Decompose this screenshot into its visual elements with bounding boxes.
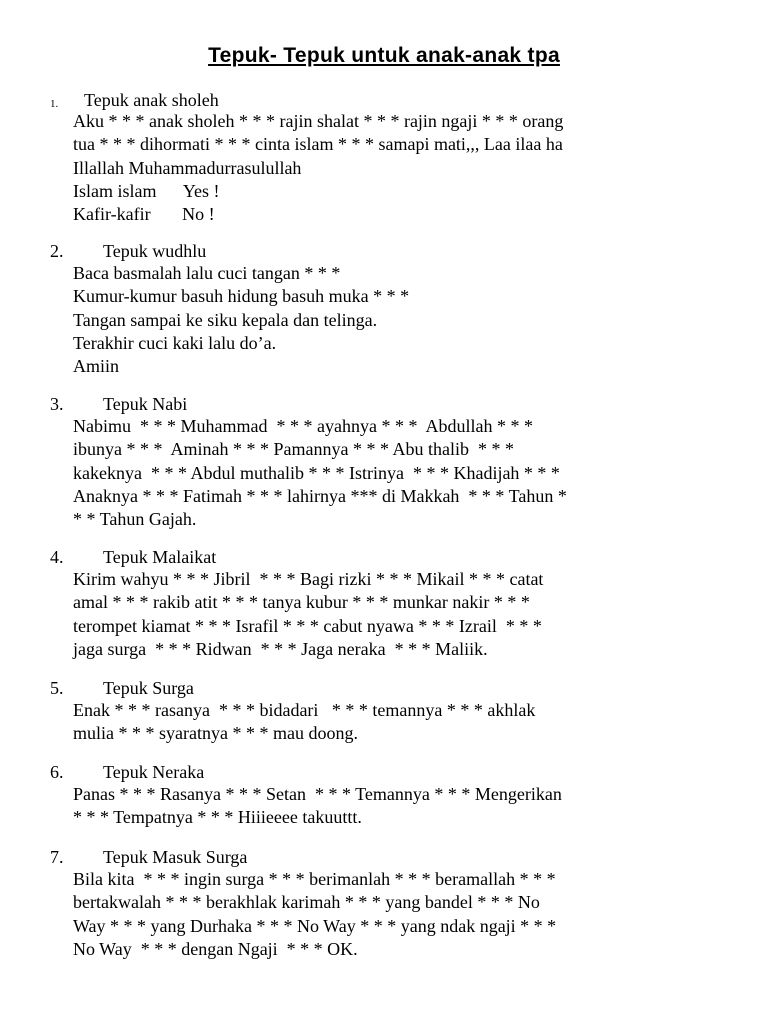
text-line: kakeknya * * * Abdul muthalib * * * Istrinya * * * Khadijah * * * [73, 462, 560, 483]
text-line: terompet kiamat * * * Israfil * * * cabut nyawa * * * Izrail * * * [73, 615, 542, 636]
section-number: 5. [50, 678, 64, 698]
section-number: 4. [50, 547, 64, 567]
section-heading: Tepuk Surga [103, 678, 194, 698]
text-line: Bila kita * * * ingin surga * * * berimanlah * * * beramallah * * * [73, 869, 556, 889]
text-line: * * * Tempatnya * * * Hiiieeee takuuttt. [73, 807, 362, 828]
section-body [73, 868, 723, 961]
text-line: Amiin [73, 356, 120, 377]
text-line: Kirim wahyu * * * Jibril * * * Bagi rizki * * * Mikail * * * catat [73, 569, 544, 589]
section-body [73, 110, 723, 226]
text-line: Islam islam Yes ! [73, 180, 220, 201]
text-line: bertakwalah * * * berakhlak karimah * * * yang bandel * * * No [73, 892, 540, 913]
text-line: jaga surga * * * Ridwan * * * Jaga neraka * * * Maliik. [73, 638, 488, 659]
text-line: tua * * * dihormati * * * cinta islam * * * samapi mati,,, Laa ilaa ha [73, 134, 563, 155]
text-line: Panas * * * Rasanya * * * Setan * * * Temannya * * * Mengerikan [73, 784, 562, 804]
section-heading: Tepuk Malaikat [103, 547, 217, 567]
section-number: 2. [50, 241, 64, 261]
text-line: mulia * * * syaratnya * * * mau doong. [73, 723, 358, 744]
section-heading: Tepuk Neraka [103, 762, 205, 782]
text-line: Kafir-kafir No ! [73, 204, 215, 225]
section-heading: Tepuk anak sholeh [84, 90, 219, 110]
section-body [73, 568, 723, 661]
section-body [73, 783, 723, 830]
section-body [73, 262, 723, 378]
section-heading: Tepuk Masuk Surga [103, 847, 248, 867]
section-heading: Tepuk wudhlu [103, 241, 207, 261]
text-line: Kumur-kumur basuh hidung basuh muka * * * [73, 286, 410, 307]
text-line: No Way * * * dengan Ngaji * * * OK. [73, 938, 358, 959]
page-title: Tepuk- Tepuk untuk anak-anak tpa [208, 44, 560, 67]
text-line: Tangan sampai ke siku kepala dan telinga. [73, 309, 378, 330]
section-number: 3. [50, 394, 64, 414]
section-body [73, 415, 723, 531]
text-line: amal * * * rakib atit * * * tanya kubur * * * munkar nakir * * * [73, 592, 530, 613]
text-line: Aku * * * anak sholeh * * * rajin shalat * * * rajin ngaji * * * orang [73, 111, 564, 131]
text-line: Illallah Muhammadurrasulullah [73, 157, 302, 178]
text-line: ibunya * * * Aminah * * * Pamannya * * * Abu thalib * * * [73, 439, 514, 460]
section-number: 1. [50, 98, 59, 110]
section-number: 6. [50, 762, 64, 782]
text-line: Way * * * yang Durhaka * * * No Way * * * yang ndak ngaji * * * [73, 915, 557, 936]
section-heading: Tepuk Nabi [103, 394, 188, 414]
text-line: Nabimu * * * Muhammad * * * ayahnya * * * Abdullah * * * [73, 416, 533, 436]
text-line: * * Tahun Gajah. [73, 509, 197, 530]
text-line: Enak * * * rasanya * * * bidadari * * * temannya * * * akhlak [73, 700, 536, 720]
section-body [73, 699, 723, 746]
section-number: 7. [50, 847, 64, 867]
text-line: Baca basmalah lalu cuci tangan * * * [73, 263, 341, 283]
text-line: Anaknya * * * Fatimah * * * lahirnya *** di Makkah * * * Tahun * [73, 485, 567, 506]
text-line: Terakhir cuci kaki lalu do’a. [73, 332, 277, 353]
